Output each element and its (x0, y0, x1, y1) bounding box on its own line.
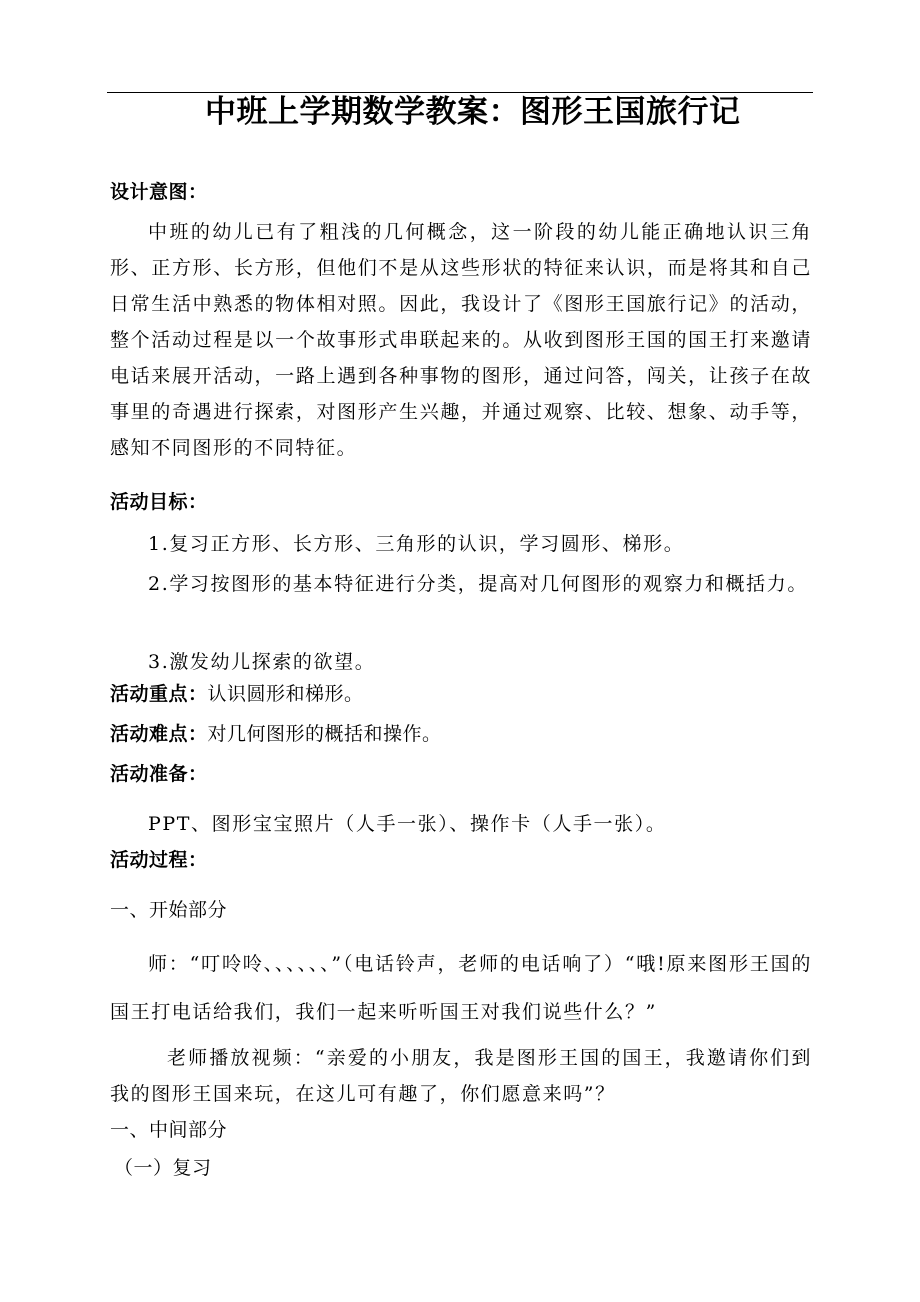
goal-item-1: 1.复习正方形、长方形、三角形的认识，学习圆形、梯形。 (148, 533, 685, 555)
process-paragraph-2: 老师播放视频：“亲爱的小朋友，我是图形王国的国王，我邀请你们到我的图形王国来玩，在这儿可有趣了，你们愿意来吗”？ (110, 1047, 812, 1105)
difficulty-line (110, 720, 812, 749)
process-subsection-1: （一）复习 (114, 1157, 212, 1179)
design-intent-heading: 设计意图： (110, 181, 208, 203)
preparation-heading: 活动准备： (110, 763, 208, 785)
process-part-2: 一、中间部分 (110, 1119, 228, 1141)
goals-heading: 活动目标： (110, 491, 208, 513)
key-point-label: 活动重点： (110, 683, 208, 705)
design-intent-body: 中班的幼儿已有了粗浅的几何概念，这一阶段的幼儿能正确地认识三角形、正方形、长方形，但他们不是从这些形状的特征来认识，而是将其和自己日常生活中熟悉的物体相对照。因此，我设计了《图形王国旅行记》的活动，整个活动过程是以一个故事形式串联起来的。从收到图形王国的国王打来邀请电话来展开活动，一路上遇到各种事物的图形，通过问答，闯关，让孩子在故事里的奇遇进行探索，对图形产生兴趣，并通过观察、比较、想象、动手等，感知不同图形的不同特征。 (110, 221, 812, 459)
process-paragraph-1: 师：“叮呤呤、、、、、、”（电话铃声，老师的电话响了）“哦!原来图形王国的国王打电话给我们，我们一起来听听国王对我们说些什么？” (110, 953, 812, 1023)
process-part-1: 一、开始部分 (110, 899, 228, 921)
process-heading: 活动过程： (110, 849, 208, 871)
difficulty-text: 对几何图形的概括和操作。 (207, 723, 442, 745)
preparation-text: PPT、图形宝宝照片（人手一张）、操作卡（人手一张）。 (148, 813, 667, 835)
difficulty-label: 活动难点： (110, 723, 208, 745)
goal-item-2: 2.学习按图形的基本特征进行分类，提高对几何图形的观察力和概括力。 (148, 573, 808, 595)
key-point-line (110, 680, 812, 709)
goal-item-3: 3.激发幼儿探索的欲望。 (148, 651, 376, 673)
page-title: 中班上学期数学教案：图形王国旅行记 (205, 94, 741, 130)
key-point-text: 认识圆形和梯形。 (207, 683, 364, 705)
